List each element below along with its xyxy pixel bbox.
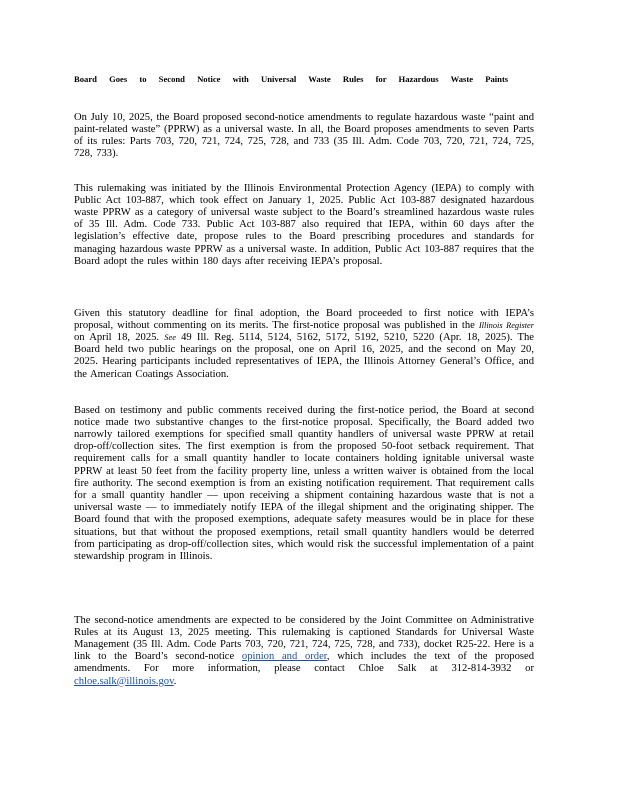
paragraph-5-text-b: , which includes the text of the proposed amendments. For more information, please contact Chloe Salk at 312-814-3932 or <box>74 651 534 675</box>
paragraph-1: On July 10, 2025, the Board proposed second-notice amendments to regulate hazardous waste “paint and paint-related waste” (PPRW) as a universal waste. In all, the Board proposes amendments to seven Parts of its rules: Parts 703, 720, 721, 724, 725, 728, and 733 (35 Ill. Adm. Code 703, 720, 721, 724, 725, 728, 733). <box>74 111 534 160</box>
illinois-register-citation: Illinois Register <box>478 320 535 330</box>
paragraph-2: This rulemaking was initiated by the Illinois Environmental Protection Agency (IEPA) to comply with Public Act 103-887, which took effect on January 1, 2025. Public Act 103-887 designated hazardous waste PPRW as a category of universal waste subject to the Board’s streamlined hazardous waste rules of 35 Ill. Adm. Code 733. Public Act 103-887 also required that IEPA, within 60 days after the legislation’s effective date, propose rules to the Board prescribing procedures and standards for managing hazardous waste PPRW as a universal waste. In addition, Public Act 103-887 requires that the Board adopt the rules within 180 days after receiving IEPA’s proposal. <box>74 182 534 267</box>
paragraph-5 <box>74 615 534 688</box>
see-signal: See <box>164 333 176 342</box>
paragraph-3-text-b: on April 18, 2025. <box>74 332 165 343</box>
paragraph-3 <box>74 308 534 381</box>
paragraph-3-text-a: Given this statutory deadline for final adoption, the Board proceeded to first notice with IEPA’s proposal, without commenting on its merits. The first-notice proposal was published in the <box>74 307 534 331</box>
document-title: Board Goes to Second Notice with Universal Waste Rules for Hazardous Waste Paints <box>74 74 509 84</box>
paragraph-5-text-a: The second-notice amendments are expected to be considered by the Joint Committee on Administrative Rules at its August 13, 2025 meeting. This rulemaking is captioned Standards for Universal Waste Management (35 Ill. Adm. Code Parts 703, 720, 721, 724, 725, 728, and 733), docket R25-22. Here is a link to the Board’s second-notice <box>74 614 534 663</box>
paragraph-5-text-c: . <box>173 675 177 687</box>
paragraph-4: Based on testimony and public comments received during the first-notice period, the Board at second notice made two substantive changes to the first-notice proposal. Specifically, the Board added two narrowly tailored exemptions for specified small quantity handlers of universal waste PPRW at retail drop-off/collection sites. The first exemption is from the proposed 50-foot setback requirement. That requirement calls for a small quantity handler to locate containers holding ignitable universal waste PPRW at least 50 feet from the facility property line, unless a written waiver is obtained from the local fire authority. The second exemption is from an existing notification requirement. That requirement calls for a small quantity handler — upon receiving a shipment containing hazardous waste that is not a universal waste — to immediately notify IEPA of the illegal shipment and the originating shipper. The Board found that with the proposed exemptions, adequate safety measures would be in place for these situations, but that without the proposed exemptions, retail small quantity handlers would be deterred from participating as drop-off/collection sites, which would risk the successful implementation of a paint stewardship program in Illinois. <box>74 404 534 563</box>
opinion-and-order-link[interactable]: opinion and order <box>241 651 327 663</box>
paragraph-3-text-c: 49 Ill. Reg. 5114, 5124, 5162, 5172, 5192, 5210, 5220 (Apr. 18, 2025). The Board held two public hearings on the proposal, one on April 16, 2025, and the second on May 20, 2025. Hearing participants included representatives of IEPA, the Illinois Attorney General’s Office, and the American Coatings Association. <box>74 332 534 380</box>
email-link[interactable]: chloe.salk@illinois.gov <box>74 675 174 687</box>
